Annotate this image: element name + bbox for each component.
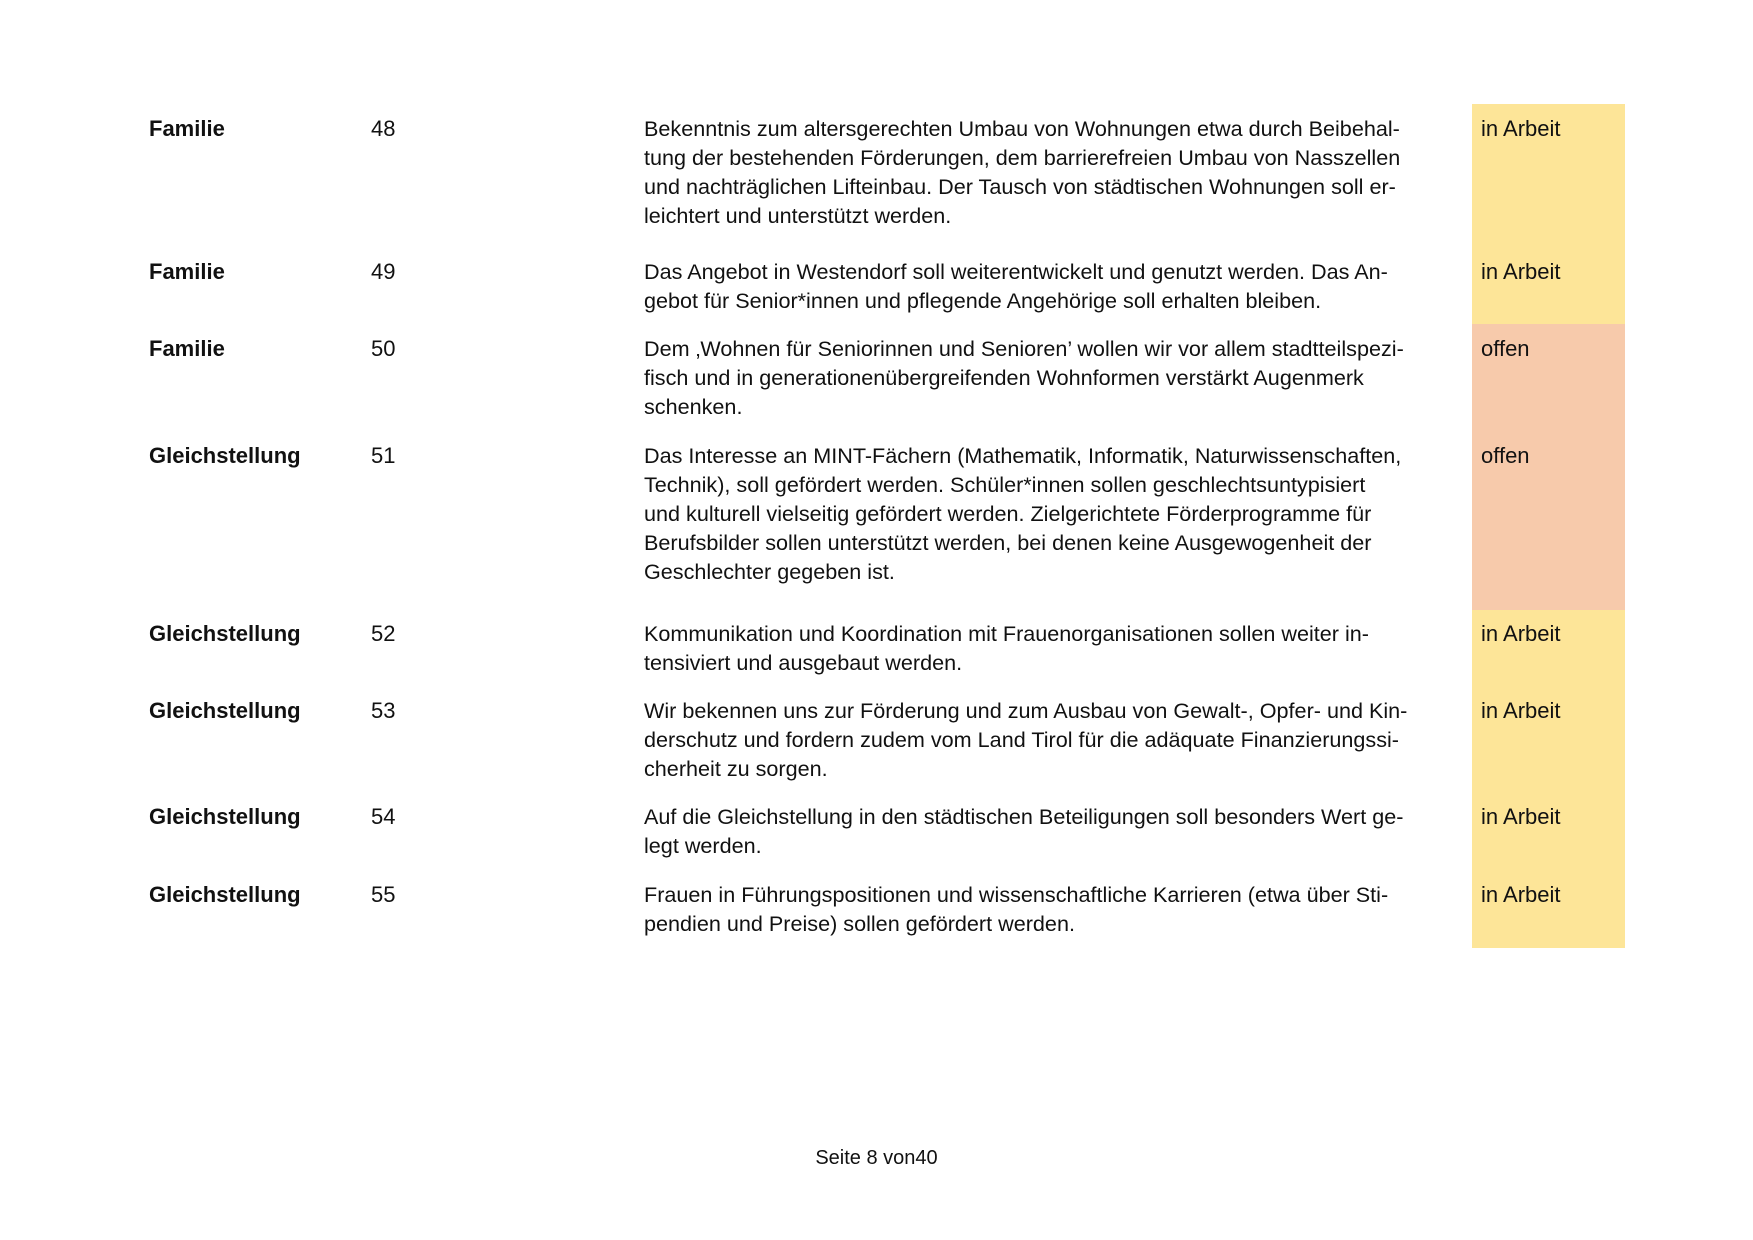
number-cell: 49 (371, 259, 396, 284)
page-total: 40 (915, 1147, 938, 1169)
topic-cell: Familie (149, 116, 225, 141)
number-cell: 50 (371, 336, 396, 361)
measure-text-cell: Das Interesse an MINT-Fächern (Mathematik, Informatik, Naturwissenschaften, Technik), soll gefördert werden. Schüler*innen sollen geschlechtsuntypisiert und kulturell vielseitig gefördert werden. Zielgerichtete Förderprogramme für Berufsbilder sollen unterstützt werden, bei denen keine Ausgewogenheit der Geschlechter gegeben ist. (644, 443, 1402, 584)
topic-cell: Familie (149, 259, 225, 284)
page-footer (0, 1146, 1753, 1170)
measure-text-cell: Kommunikation und Koordination mit Frauenorganisationen sollen weiter in- tensiviert und ausgebaut werden. (644, 621, 1369, 675)
page-label: Seite (815, 1147, 861, 1169)
status-cell: in Arbeit (1481, 698, 1561, 723)
measure-text-cell: Frauen in Führungspositionen und wissenschaftliche Karrieren (etwa über Sti- pendien und Preise) sollen gefördert werden. (644, 882, 1389, 936)
status-cell: in Arbeit (1481, 259, 1561, 284)
topic-cell: Gleichstellung (149, 443, 301, 468)
topic-cell: Gleichstellung (149, 621, 301, 646)
topic-cell: Gleichstellung (149, 882, 301, 907)
measure-text-cell: Das Angebot in Westendorf soll weiterentwickelt und genutzt werden. Das An- gebot für Senior*innen und pflegende Angehörige soll erhalten bleiben. (644, 259, 1388, 313)
topic-cell: Gleichstellung (149, 804, 301, 829)
topic-cell: Gleichstellung (149, 698, 301, 723)
status-cell: offen (1481, 336, 1530, 361)
status-cell: in Arbeit (1481, 621, 1561, 646)
status-cell: offen (1481, 443, 1530, 468)
number-cell: 51 (371, 443, 396, 468)
number-cell: 53 (371, 698, 396, 723)
number-cell: 54 (371, 804, 396, 829)
status-cell: in Arbeit (1481, 882, 1561, 907)
status-cell: in Arbeit (1481, 116, 1561, 141)
status-cell: in Arbeit (1481, 804, 1561, 829)
measure-text-cell: Wir bekennen uns zur Förderung und zum Ausbau von Gewalt-, Opfer- und Kin- derschutz und fordern zudem vom Land Tirol für die adäquate Finanzierungssi- cherheit zu sorgen. (644, 698, 1408, 781)
number-cell: 55 (371, 882, 396, 907)
measure-text-cell: Dem ‚Wohnen für Seniorinnen und Senioren’ wollen wir vor allem stadtteilspezi- fisch und in generationenübergreifenden Wohnformen verstärkt Augenmerk schenken. (644, 336, 1404, 419)
number-cell: 52 (371, 621, 396, 646)
page-of-label: von (883, 1147, 916, 1169)
number-cell: 48 (371, 116, 396, 141)
page-current: 8 (866, 1147, 878, 1169)
measure-text-cell: Auf die Gleichstellung in den städtischen Beteiligungen soll besonders Wert ge- legt werden. (644, 804, 1404, 858)
measure-text-cell: Bekenntnis zum altersgerechten Umbau von Wohnungen etwa durch Beibehal- tung der bestehenden Förderungen, dem barrierefreien Umbau von Nasszellen und nachträglichen Lifteinbau. Der Tausch von städtischen Wohnungen soll er- leichtert und unterstützt werden. (644, 116, 1401, 228)
topic-cell: Familie (149, 336, 225, 361)
